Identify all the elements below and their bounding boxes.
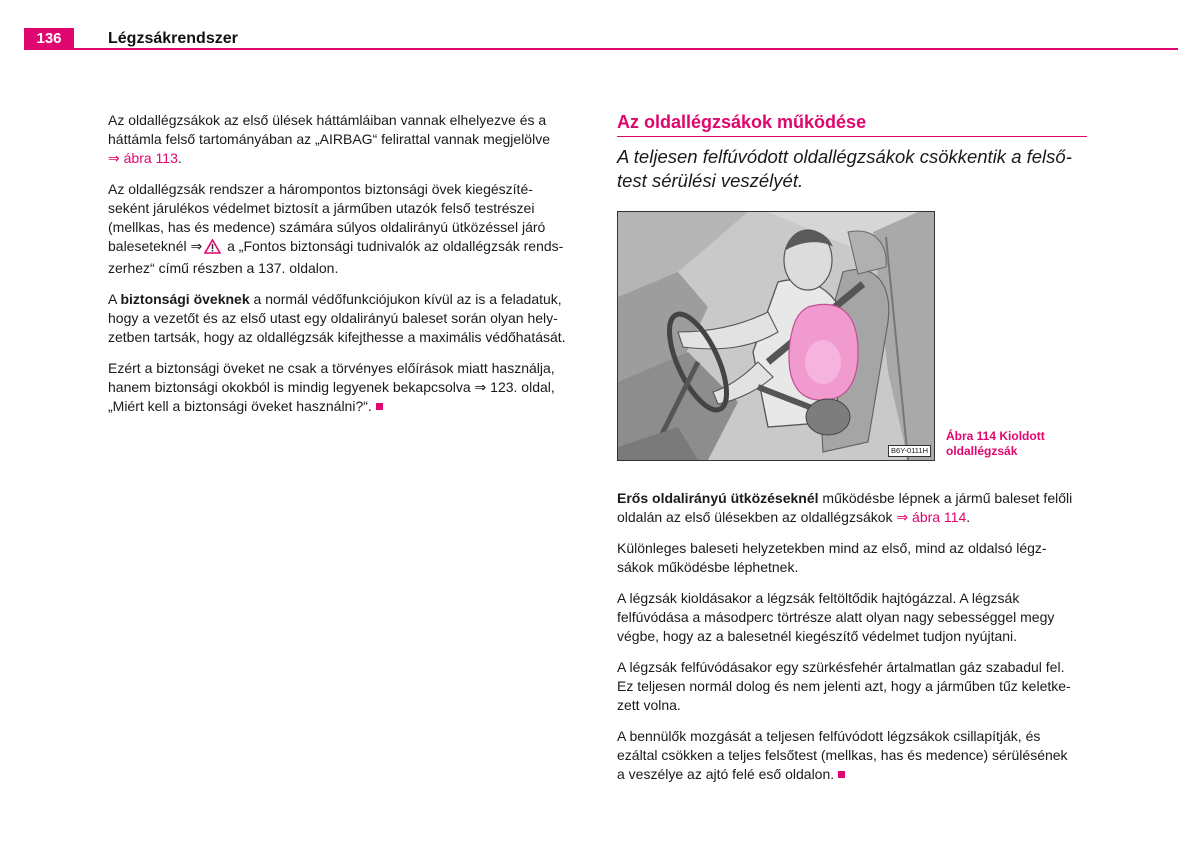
figure-114-caption: Ábra 114 Kioldott oldallégzsák	[946, 429, 1045, 458]
right-body	[617, 489, 1087, 796]
left-paragraph-2: Az oldallégzsák rendszer a hárompontos biztonsági övek kiegészíté- seként járulékos védelmet biztosít a járműben utazók felső testrészei (mellkas, has és medence) számára súlyos oldalirányú ütközéssel járó baleseteknél ⇒ a „Fontos biztonsági tudnivalók az oldallégzsák rends- zerhez“ című részben a 137. oldalon.	[108, 181, 564, 276]
left-column	[108, 111, 580, 428]
left-paragraph-4: Ezért a biztonsági öveket ne csak a törvényes előírások miatt használja, hanem biztonsági okokból is mindig legyenek bekapcsolva ⇒ 123. oldal, „Miért kell a biztonsági öveket használni?“.	[108, 360, 555, 414]
figure-113-link[interactable]: ⇒ ábra 113	[108, 150, 178, 166]
section-lead: A teljesen felfúvódott oldallégzsákok csökkentik a felső- test sérülési veszélyét.	[617, 146, 1072, 191]
right-paragraph-2: Különleges baleseti helyzetekben mind az első, mind az oldalsó légz- sákok működésbe léphetnek.	[617, 540, 1047, 575]
right-paragraph-4: A légzsák felfúvódásakor egy szürkésfehér ártalmatlan gáz szabadul fel. Ez teljesen normál dolog és nem jelenti azt, hogy a járműben tűz keletke- zett volna.	[617, 659, 1071, 713]
figure-114-link[interactable]: ⇒ ábra 114	[896, 509, 967, 525]
warning-triangle-icon	[204, 239, 221, 259]
end-of-section-square-icon	[838, 771, 845, 778]
figure-114-illustration	[617, 211, 935, 461]
figure-code: B6Y-0111H	[888, 445, 931, 457]
page-number: 136	[24, 28, 74, 50]
right-paragraph-1: Erős oldalirányú ütközéseknél működésbe lépnek a jármű baleset felőli oldalán az első ülésekben az oldallégzsákok ⇒ ábra 114.	[617, 490, 1073, 525]
header-rule	[24, 48, 1178, 50]
end-of-section-square-icon	[376, 403, 383, 410]
left-paragraph-1: Az oldallégzsákok az első ülések háttámláiban vannak elhelyezve és a háttámla felső tartományában az „AIRBAG“ felirattal vannak megjelölve ⇒ ábra 113.	[108, 112, 550, 166]
running-header-title: Légzsákrendszer	[108, 30, 238, 47]
right-paragraph-5: A bennülők mozgását a teljesen felfúvódott légzsákok csillapítják, és ezáltal csökken a teljes felsőtest (mellkas, has és medence) sérülésének a veszélye az ajtó felé eső oldalon.	[617, 728, 1068, 782]
right-paragraph-3: A légzsák kioldásakor a légzsák feltöltődik hajtógázzal. A légzsák felfúvódása a másodperc törtrésze alatt olyan nagy sebességgel megy végbe, hogy az a balesetnél kiegészítő védelmet tudjon nyújtani.	[617, 590, 1055, 644]
left-paragraph-3: A biztonsági öveknek a normál védőfunkciójukon kívül az is a feladatuk, hogy a vezetőt és az első utast egy oldalirányú baleset során olyan hely- zetben tartsák, hogy az oldallégzsák kifejthesse a maximális védőhatását.	[108, 291, 566, 345]
airbag-illustration	[618, 212, 934, 460]
section-title: Az oldallégzsákok működése	[617, 110, 1087, 137]
